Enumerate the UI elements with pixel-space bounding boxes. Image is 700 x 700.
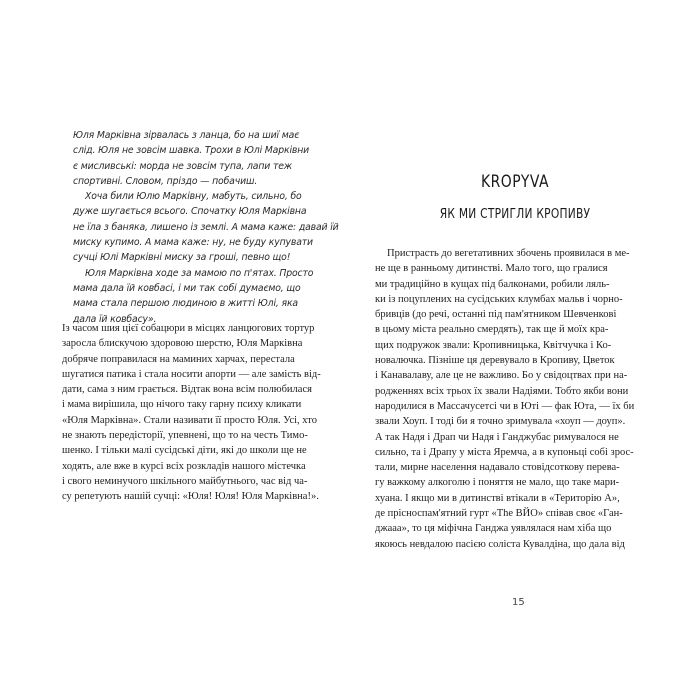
handwritten-line: мама дала їй ковбасі, і ми так собі думаємо, що <box>73 282 301 294</box>
chapter-title: KROPYVA <box>480 172 550 192</box>
handwritten-line: Юля Марківна ходе за мамою по п'ятах. Просто <box>85 267 314 279</box>
handwritten-line: сучці Юлі Марківні миску за гроші, певно що! <box>73 252 291 264</box>
chapter-subtitle: ЯК МИ СТРИГЛИ КРОПИВУ <box>439 207 591 222</box>
text-line: не ще в ранньому дитинстві. Мало того, що гралися <box>375 263 608 275</box>
text-line: сильно, та і Драпу у міста Яремча, а в купоньці собі зрос- <box>375 446 634 458</box>
text-line: джааа», то ця міфічна Ганджа уявлялася нам хіба що <box>375 523 612 535</box>
text-line: щих подружок звали: Кропивницька, Квітчучка і Ко- <box>375 339 612 351</box>
text-line: ходять, але вже в курсі всіх розкладів нашого містечка <box>62 460 306 472</box>
handwritten-line: Юля Марківна зірвалась з ланца, бо на шиї має <box>73 130 300 141</box>
handwritten-line: Хоча били Юлю Марківну, мабуть, сильно, бо <box>85 191 302 203</box>
text-line: і мама вирішила, що нічого таку гарну психу кликати <box>62 399 302 411</box>
text-line: і свого неминучого шкільного майбутнього, час від ча- <box>62 475 308 487</box>
text-line: Із часом шия цієї собацюри в місцях ланцюгових тортур <box>62 323 315 334</box>
text-line: не знають передісторії, упевнені, що то на честь Тимо- <box>62 430 308 442</box>
handwritten-line: слід. Юля не зовсім шавка. Трохи в Юлі Марківни <box>73 145 310 157</box>
text-line: заросла блискучою здоровою шерстю, Юля Марківна <box>62 338 303 350</box>
text-line: звали Хоуп. І тоді би я точно зримувала «хоуп — доуп». <box>375 416 626 428</box>
text-line: ки із поцуплених на сусідських клумбах мальв і чорно- <box>375 293 623 305</box>
text-line: народилися в Массачусетсі чи в Юті — фак Юта, — їх би <box>375 400 635 412</box>
text-line: новалючка. Пізніше ця деревувало в Кропиву, Цветок <box>375 355 615 367</box>
text-line: Пристрасть до вегетативних збочень проявилася в ме- <box>387 248 630 259</box>
text-line: А так Надя і Драп чи Надя і Ганджубас римувалося не <box>375 431 619 443</box>
text-line: і Канавалаву, але це не важливо. Бо у свідоцтвах при на- <box>375 370 628 382</box>
text-line: бривців (до речі, останні під пам'ятником Шевченкові <box>375 309 617 321</box>
text-line: добряче поправилася на маминих харчах, перестала <box>62 353 295 365</box>
handwritten-line: є мисливські: морда не зовсім тупа, лапи теж <box>73 160 293 172</box>
left-body-text <box>62 321 321 505</box>
handwritten-note <box>73 128 339 327</box>
text-line: тали, мирне населення надавало стовідсоткову перева- <box>375 462 620 474</box>
text-line: хуана. І якщо ми в дитинстві втікали в «Територію А», <box>375 492 620 504</box>
text-line: дати, сама з ним грається. Відтак вона всім полюбилася <box>62 384 312 396</box>
right-page <box>350 0 700 700</box>
text-line: родженнях всіх трьох їх звали Надіями. Тобто якби вони <box>375 385 629 397</box>
text-line: в цьому міста реально смердять), так ще й моїх кра- <box>375 324 609 336</box>
handwritten-line: дала їй ковбасу». <box>73 313 157 325</box>
text-line: шенко. І тільки малі сусідські діти, які до школи ще не <box>62 445 307 457</box>
text-line: шугатися патика і стала носити апорти — але замість від- <box>62 368 321 380</box>
handwritten-line: спортивні. Словом, пріздо — побачиш. <box>73 175 258 187</box>
handwritten-line: миску купимо. А мама каже: ну, не буду купувати <box>73 237 313 249</box>
text-line: ми традиційно в кущах під балконами, робили ляль- <box>375 278 610 290</box>
handwritten-line: дуже шугається всього. Спочатку Юля Марківна <box>73 206 307 218</box>
text-line: якоюсь невдалою пасією соліста Кувалдіна, що дала від <box>375 538 625 550</box>
page-number: 15 <box>512 597 525 608</box>
text-line: су репетують нашій сучці: «Юля! Юля! Юля Марківна!». <box>62 491 319 503</box>
right-body-text <box>375 246 660 552</box>
handwritten-line: не їла з баняка, лишено із землі. А мама каже: давай їй <box>73 221 339 233</box>
text-line: де прісноспам'ятний гурт «The ВЙО» співав своє «Ган- <box>375 508 623 520</box>
text-line: гу важкому алкоголю і поняття не мало, що таке мари- <box>375 477 620 489</box>
handwritten-line: мама стала першою людиною в житті Юлі, яка <box>73 298 298 310</box>
text-line: «Юля Марківна». Стали називати її просто Юля. Усі, хто <box>62 414 317 426</box>
